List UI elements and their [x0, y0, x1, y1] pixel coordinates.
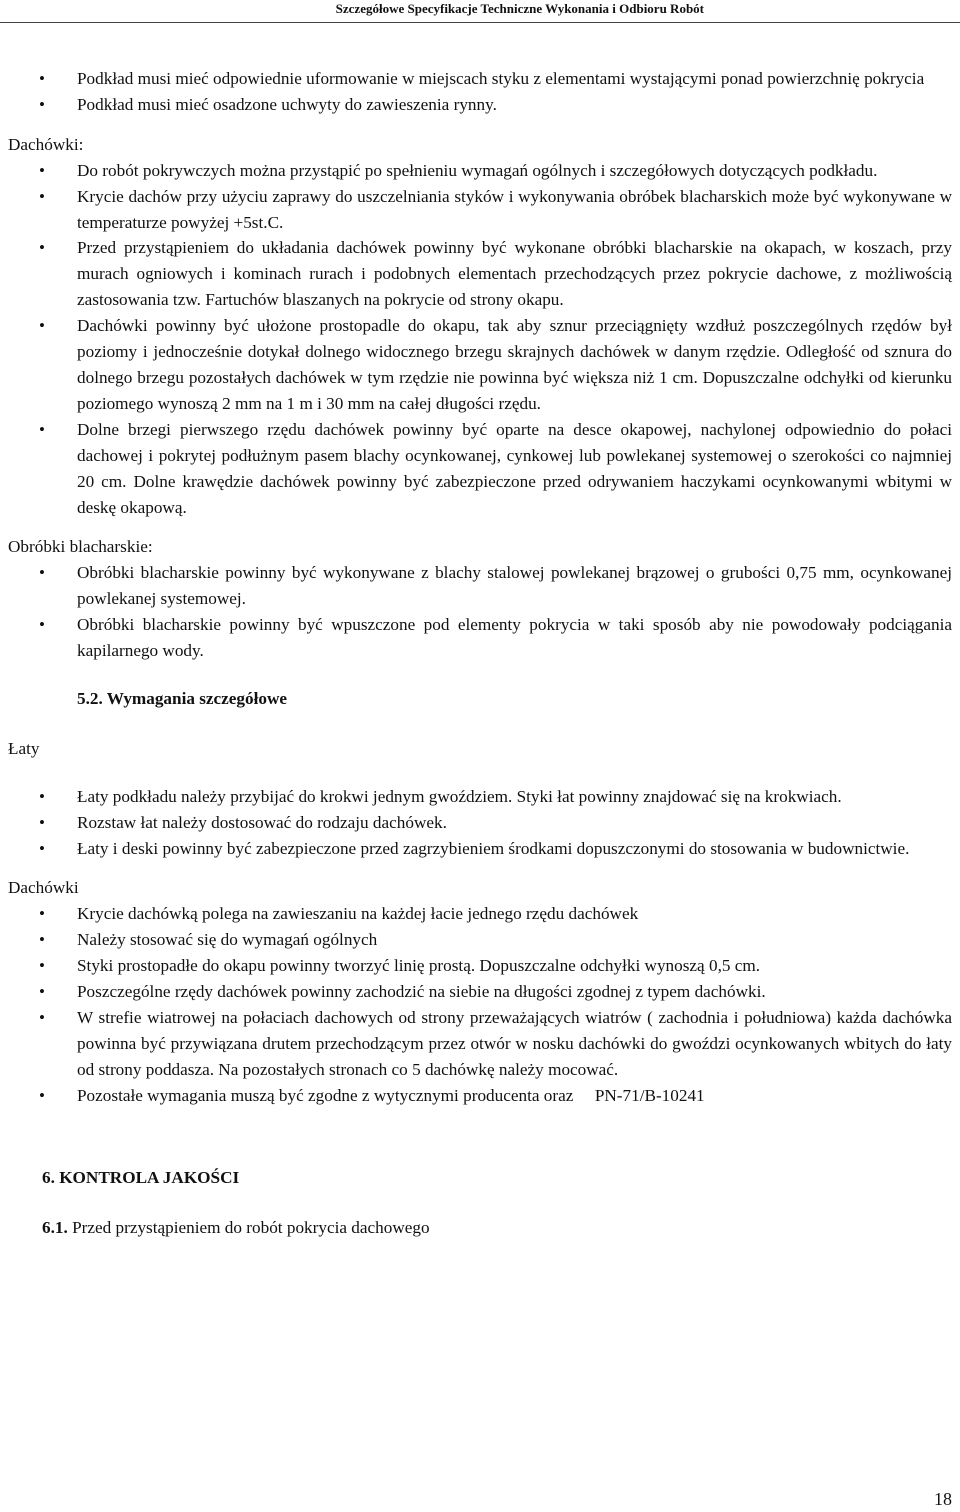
laty-label: Łaty	[8, 738, 40, 758]
list-item: • Dolne brzegi pierwszego rzędu dachówek powinny być oparte na desce okapowej, nachylonej odpowiednio do połaci dachowej i pokrytej podłużnym pasem blachy ocynkowanej, cynkowej lub powlekanej systemowej o szerokości co najmniej 20 cm. Dolne krawędzie dachówek powinny być zabezpieczone przed odrywaniem haczykami ocynkowanymi wbitymi w deskę okapową.	[8, 417, 952, 521]
obrobki-list	[8, 560, 952, 664]
obrobki-label: Obróbki blacharskie:	[8, 537, 153, 557]
list-item: • Łaty podkładu należy przybijać do krokwi jednym gwoździem. Styki łat powinny znajdować się na krokwiach.	[8, 784, 952, 810]
list-item: • Łaty i deski powinny być zabezpieczone przed zagrzybieniem środkami dopuszczonymi do stosowania w budownictwie.	[8, 836, 952, 862]
dachowki2-list	[8, 901, 952, 1108]
section-heading-kontrola: 6. KONTROLA JAKOŚCI	[42, 1167, 240, 1187]
subsection-number: 6.1.	[42, 1217, 68, 1237]
section-heading-wymagania: 5.2. Wymagania szczegółowe	[77, 688, 288, 708]
subsection-text: Przed przystąpieniem do robót pokrycia dachowego	[67, 1217, 430, 1237]
list-item: • Poszczególne rzędy dachówek powinny zachodzić na siebie na długości zgodnej z typem dachówki.	[8, 979, 952, 1005]
dachowki-label: Dachówki:	[8, 134, 84, 154]
list-item: • Dachówki powinny być ułożone prostopadle do okapu, tak aby sznur przeciągnięty wzdłuż poszczególnych rzędów był poziomy i jednocześnie dotykał dolnego widocznego brzegu skrajnych dachówek w danym rzędzie. Odległość od sznura do dolnego brzegu pozostałych dachówek w tym rzędzie nie powinna być większa niż 1 cm. Dopuszczalne odchyłki od kierunku poziomego wynoszą 2 mm na 1 m i 30 mm na całej długości rzędu.	[8, 313, 952, 417]
header-title: Szczegółowe Specyfikacje Techniczne Wykonania i Odbioru Robót	[335, 1, 704, 16]
dachowki2-label: Dachówki	[8, 878, 79, 898]
list-item: • Podkład musi mieć osadzone uchwyty do zawieszenia rynny.	[8, 92, 952, 118]
list-item: • Krycie dachówką polega na zawieszaniu na każdej łacie jednego rzędu dachówek	[8, 901, 952, 927]
laty-list	[8, 784, 952, 862]
list-item: • Obróbki blacharskie powinny być wpuszczone pod elementy pokrycia w taki sposób aby nie powodowały podciągania kapilarnego wody.	[8, 612, 952, 664]
page-number: 18	[934, 1489, 952, 1509]
list-item: • Do robót pokrywczych można przystąpić po spełnieniu wymagań ogólnych i szczegółowych dotyczących podkładu.	[8, 158, 952, 184]
list-item: • Krycie dachów przy użyciu zaprawy do uszczelniania styków i wykonywania obróbek blacharskich może być wykonywane w temperaturze powyżej +5st.C.	[8, 184, 952, 236]
list-item: • Należy stosować się do wymagań ogólnych	[8, 927, 952, 953]
list-item: • Rozstaw łat należy dostosować do rodzaju dachówek.	[8, 810, 952, 836]
document-body	[8, 66, 952, 1258]
subsection-heading	[8, 1215, 952, 1241]
podklad-list	[8, 66, 952, 118]
dachowki-list	[8, 158, 952, 521]
list-item: • Pozostałe wymagania muszą być zgodne z wytycznymi producenta oraz PN-71/B-10241	[8, 1083, 952, 1109]
list-item: • Styki prostopadłe do okapu powinny tworzyć linię prostą. Dopuszczalne odchyłki wynoszą 0,5 cm.	[8, 953, 952, 979]
page-header	[0, 0, 960, 23]
list-item: • W strefie wiatrowej na połaciach dachowych od strony przeważających wiatrów ( zachodnia i południowa) każda dachówka powinna być przywiązana drutem przechodzącym przez otwór w nosku dachówki do gwoździ ocynkowanych wbitych do łaty od strony poddasza. Na pozostałych stronach co 5 dachówkę należy mocować.	[8, 1005, 952, 1083]
list-item: • Przed przystąpieniem do układania dachówek powinny być wykonane obróbki blacharskie na okapach, w koszach, przy murach ogniowych i kominach rurach i podobnych elementach przechodzących przez pokrycie dachowe, z możliwością zastosowania tzw. Fartuchów blaszanych na pokrycie od strony okapu.	[8, 235, 952, 313]
list-item: • Obróbki blacharskie powinny być wykonywane z blachy stalowej powlekanej brązowej o grubości 0,75 mm, ocynkowanej powlekanej systemowej.	[8, 560, 952, 612]
list-item: • Podkład musi mieć odpowiednie uformowanie w miejscach styku z elementami wystającymi ponad powierzchnię pokrycia	[8, 66, 952, 92]
